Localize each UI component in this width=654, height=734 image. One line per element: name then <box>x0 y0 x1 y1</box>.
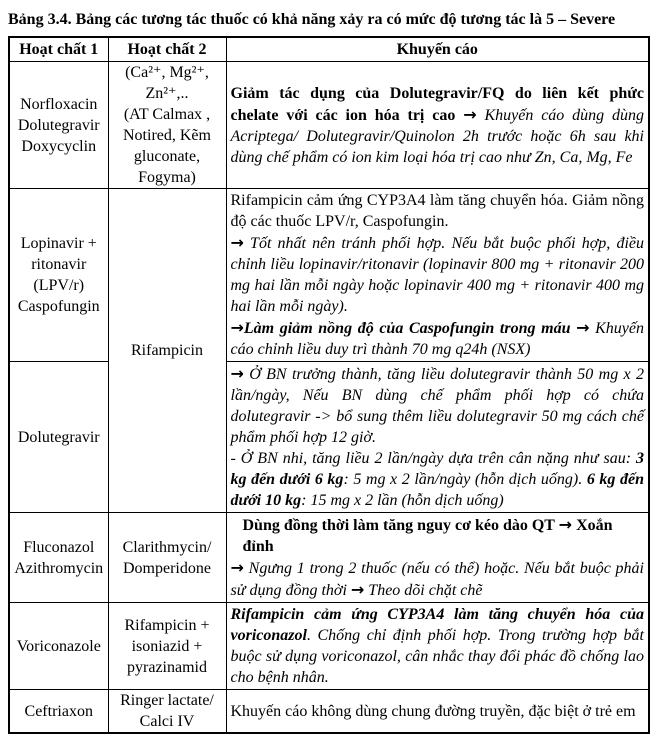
arrow-icon: → <box>463 104 477 124</box>
recommendation-cell <box>226 513 649 603</box>
cell-line: pyrazinamid <box>127 658 207 676</box>
active-substance-2-cell <box>108 513 226 603</box>
arrow-icon: → <box>230 233 244 252</box>
cell-line: Zn²⁺,.. <box>145 85 189 102</box>
cell-paragraph <box>231 317 645 360</box>
cell-line: (Ca²⁺, Mg²⁺, <box>125 64 209 81</box>
active-substance-2-cell <box>108 62 226 189</box>
cell-paragraph <box>231 557 645 601</box>
recommendation-cell <box>226 603 649 690</box>
cell-paragraph <box>231 604 645 688</box>
table-row <box>9 62 649 189</box>
text-run: : 15 mg x 2 lần (hỗn dịch uống) <box>301 492 504 509</box>
arrow-icon: → <box>230 318 244 337</box>
text-run: Tốt nhất nên tránh phối hợp. Nếu bắt buộc phối hợp, điều chỉnh liều lopinavir/ritonavir (lopinavir 800 mg + ritonavir 200 mg hai lần mỗi ngày hoặc lopinavir 400 mg + ritonavir 400 mg hai lần mỗi ngày). <box>230 235 644 315</box>
table-row <box>9 362 649 513</box>
cell-paragraph <box>231 363 645 448</box>
column-header-3: Khuyến cáo <box>226 37 649 62</box>
active-substance-2-cell <box>108 603 226 690</box>
text-run: Khuyến cáo dùng dùng Acriptega/ Dolutegravir/Quinolon 2h trước hoặc 6h sau khi dùng chế phẩm có ion kim loại hóa trị cao như Zn, Ca, Mg, Fe <box>230 106 645 166</box>
cell-line: Rifampicin <box>131 342 203 359</box>
recommendation-cell <box>226 62 649 189</box>
cell-line: Notired, Kẽm <box>123 127 211 144</box>
text-run: : 5 mg x 2 lần/ngày (hỗn dịch uống). <box>343 471 587 488</box>
cell-line: Dolutegravir <box>17 116 100 134</box>
cell-paragraph <box>231 514 645 557</box>
table-row <box>9 189 649 362</box>
text-run: Ở BN trưởng thành, tăng liều dolutegravir thành 50 mg x 2 lần/ngày, Nếu BN dùng chế phẩm phối hợp có chứa dolutegravir -> bổ sung thêm liều dolutegravir 50 mg cách chế phẩm phối hợp 12 giờ. <box>230 366 644 446</box>
active-substance-1-cell <box>9 62 108 189</box>
cell-line: Azithromycin <box>14 559 104 577</box>
text-run: 3 kg đến dưới 6 kg <box>230 450 644 488</box>
cell-line: Norfloxacin <box>20 95 98 113</box>
drug-interactions-table <box>8 36 650 734</box>
column-header-1: Hoạt chất 1 <box>9 37 108 62</box>
cell-paragraph <box>231 83 645 168</box>
text-run: Rifampicin cảm ứng CYP3A4 làm tăng chuyển hóa. Giảm nồng độ các thuốc LPV/r, Caspofungin. <box>230 192 644 230</box>
text-run: Giảm tác dụng của Dolutegravir/FQ do liên kết phức chelate với các ion hóa trị cao <box>230 84 644 124</box>
text-run: Làm giảm nồng độ của Caspofungin trong máu <box>243 320 577 337</box>
text-run: Khuyến cáo chỉnh liều duy trì thành 70 mg q24h (NSX) <box>230 320 644 358</box>
recommendation-cell <box>226 362 649 513</box>
active-substance-2-cell <box>108 189 226 513</box>
active-substance-1-cell <box>9 603 108 690</box>
cell-line: Ringer lactate/ <box>120 692 214 709</box>
table-row <box>9 603 649 690</box>
cell-line: Ceftriaxon <box>24 702 93 720</box>
cell-paragraph <box>231 232 645 317</box>
text-run: Khuyến cáo không dùng chung đường truyền, đặc biệt ở trẻ em <box>230 702 636 720</box>
text-run: - Ở BN nhi, tăng liều 2 lần/ngày dựa trên cân nặng như sau: <box>230 450 636 467</box>
cell-paragraph <box>231 190 645 232</box>
cell-line: Dolutegravir <box>17 428 100 446</box>
cell-line: Fluconazol <box>23 538 95 556</box>
text-run: . Chống chỉ định phối hợp. Trong trường hợp bắt buộc sử dụng voriconazol, cân nhắc thay đổi phác đồ chống lao cho bệnh nhân. <box>230 627 644 686</box>
cell-line: Lopinavir + <box>20 235 97 252</box>
active-substance-1-cell <box>9 690 108 734</box>
text-run: Xoắn đỉnh <box>242 517 613 555</box>
active-substance-1-cell <box>9 189 108 362</box>
text-run: Theo dõi chặt chẽ <box>364 582 483 599</box>
column-header-2: Hoạt chất 2 <box>108 37 226 62</box>
active-substance-2-cell <box>108 690 226 734</box>
cell-line: Doxycyclin <box>21 137 97 155</box>
arrow-icon: → <box>230 364 244 383</box>
cell-line: Fogyma) <box>138 169 196 186</box>
cell-line: gluconate, <box>133 148 201 165</box>
text-run: 6 kg đến dưới 10 kg <box>230 471 645 509</box>
cell-line: Domperidone <box>123 559 211 577</box>
cell-paragraph <box>231 701 645 722</box>
table-body <box>9 37 649 733</box>
cell-line: Rifampicin + <box>124 616 210 634</box>
table-row <box>9 690 649 734</box>
active-substance-1-cell <box>9 513 108 603</box>
text-run: Ngưng 1 trong 2 thuốc (nếu có thể) hoặc. Nếu bắt buộc phải sử dụng đồng thời <box>230 560 644 599</box>
text-run: Dùng đồng thời làm tăng nguy cơ kéo dào QT <box>242 517 559 534</box>
header-row <box>9 37 649 62</box>
cell-line: (LPV/r) <box>33 277 85 294</box>
recommendation-cell <box>226 690 649 734</box>
arrow-icon: → <box>558 515 573 534</box>
cell-paragraph <box>231 448 645 511</box>
cell-line: isoniazid + <box>131 637 203 655</box>
cell-line: Clarithmycin/ <box>122 538 212 556</box>
arrow-icon: → <box>230 558 244 577</box>
cell-line: ritonavir <box>31 256 87 273</box>
recommendation-cell <box>226 189 649 362</box>
active-substance-1-cell <box>9 362 108 513</box>
cell-line: (AT Calmax , <box>123 106 211 123</box>
cell-line: Voriconazole <box>16 637 101 655</box>
cell-line: Calci IV <box>139 713 195 730</box>
arrow-icon: → <box>350 580 365 599</box>
table-caption: Bảng 3.4. Bảng các tương tác thuốc có khả năng xảy ra có mức độ tương tác là 5 – Severe <box>8 11 616 28</box>
cell-line: Caspofungin <box>17 298 100 315</box>
table-row <box>9 513 649 603</box>
arrow-icon: → <box>576 318 590 337</box>
text-run: Rifampicin cảm ứng CYP3A4 làm tăng chuyển hóa của voriconazol <box>230 606 644 644</box>
